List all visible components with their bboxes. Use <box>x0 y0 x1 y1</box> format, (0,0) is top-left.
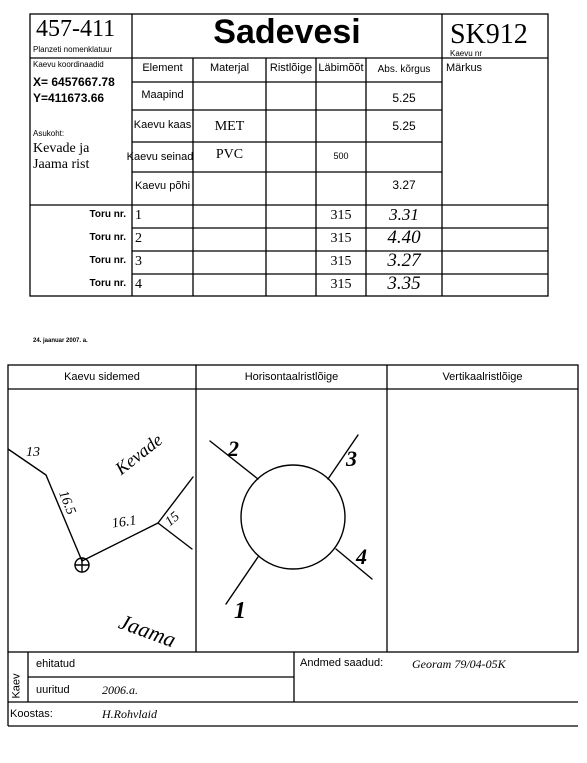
well-id-label: Kaevu nr <box>450 49 483 58</box>
pipe-number: 3 <box>135 254 142 269</box>
row-diameter: 500 <box>333 151 349 161</box>
plan-number: 457-411 <box>36 16 116 42</box>
pipe-label: Toru nr. <box>89 278 126 289</box>
author-value: H.Rohvlaid <box>102 707 157 721</box>
col-header-section: Ristlõige <box>269 62 313 74</box>
well-circle <box>241 465 345 569</box>
pipe-number: 1 <box>135 208 142 223</box>
section-horizontal: Horisontaalristlõige <box>244 371 339 383</box>
pipe-line-1 <box>226 557 258 604</box>
pipe-height: 3.27 <box>387 250 421 271</box>
pipe-diameter: 315 <box>330 208 352 223</box>
pipe-label: Toru nr. <box>89 255 126 266</box>
coord-y: Y=411673.66 <box>33 91 105 105</box>
row-element: Kaevu põhi <box>134 180 191 192</box>
col-header-height: Abs. kõrgus <box>377 64 431 75</box>
location-label: Asukoht: <box>33 129 65 138</box>
footer-side-label: Kaev <box>10 673 23 699</box>
pipe-height: 3.35 <box>387 273 421 294</box>
col-header-material: Materjal <box>209 62 250 74</box>
horizontal-section-sketch <box>196 389 387 652</box>
pipe-number: 4 <box>135 277 142 292</box>
street-label-b: Jaama <box>115 608 180 653</box>
data-source-label: Andmed saadud: <box>300 657 384 669</box>
row-element: Kaevu seinad <box>126 151 194 163</box>
coord-x: X= 6457667.78 <box>33 75 115 89</box>
plan-label: Planzeti nomenklatuur <box>33 45 113 54</box>
pipe-number: 2 <box>135 231 142 246</box>
pipe-label: Toru nr. <box>89 232 126 243</box>
row-element: Maapind <box>141 89 184 101</box>
measure-c: 16.1 <box>111 513 138 532</box>
page-title: Sadevesi <box>213 13 361 51</box>
surveyed-value: 2006.a. <box>102 683 138 697</box>
row-height: 5.25 <box>392 91 416 105</box>
col-header-notes: Märkus <box>446 62 483 74</box>
pipe-diameter: 315 <box>330 231 352 246</box>
location-line2: Jaama rist <box>33 157 90 172</box>
section-vertical: Vertikaalristlõige <box>442 371 523 383</box>
row-material: MET <box>214 119 245 134</box>
col-header-element: Element <box>142 62 183 74</box>
street-label-a: Kevade <box>111 429 167 479</box>
row-height: 5.25 <box>392 119 416 133</box>
row-material: PVC <box>215 147 244 162</box>
pipe-height: 3.31 <box>389 205 419 224</box>
well-id: SK912 <box>450 19 528 50</box>
section-connections: Kaevu sidemed <box>64 371 140 383</box>
pipe-height: 4.40 <box>387 227 421 248</box>
pipe-label: Toru nr. <box>89 209 126 220</box>
location-line1: Kevade ja <box>33 141 90 156</box>
pipe-label-3: 3 <box>346 446 357 471</box>
measure-b: 16.5 <box>55 488 79 517</box>
pipe-label-2: 2 <box>228 436 239 461</box>
pipe-diameter: 315 <box>330 277 352 292</box>
measure-a: 13 <box>26 445 40 460</box>
surveyed-label: uuritud <box>36 684 70 696</box>
pipe-label-1: 1 <box>234 598 246 624</box>
coords-label: Kaevu koordinaadid <box>33 60 104 69</box>
col-header-diameter: Läbimõõt <box>318 62 364 74</box>
data-source-value: Georam 79/04-05K <box>412 657 506 671</box>
row-element: Kaevu kaas <box>133 119 192 131</box>
pipe-diameter: 315 <box>330 254 352 269</box>
row-height: 3.27 <box>392 178 416 192</box>
built-label: ehitatud <box>36 658 76 670</box>
pipe-label-4: 4 <box>356 544 367 569</box>
measure-d: 15 <box>162 509 183 530</box>
author-label: Koostas: <box>10 708 53 720</box>
document-date: 24. jaanuar 2007. a. <box>33 338 88 344</box>
